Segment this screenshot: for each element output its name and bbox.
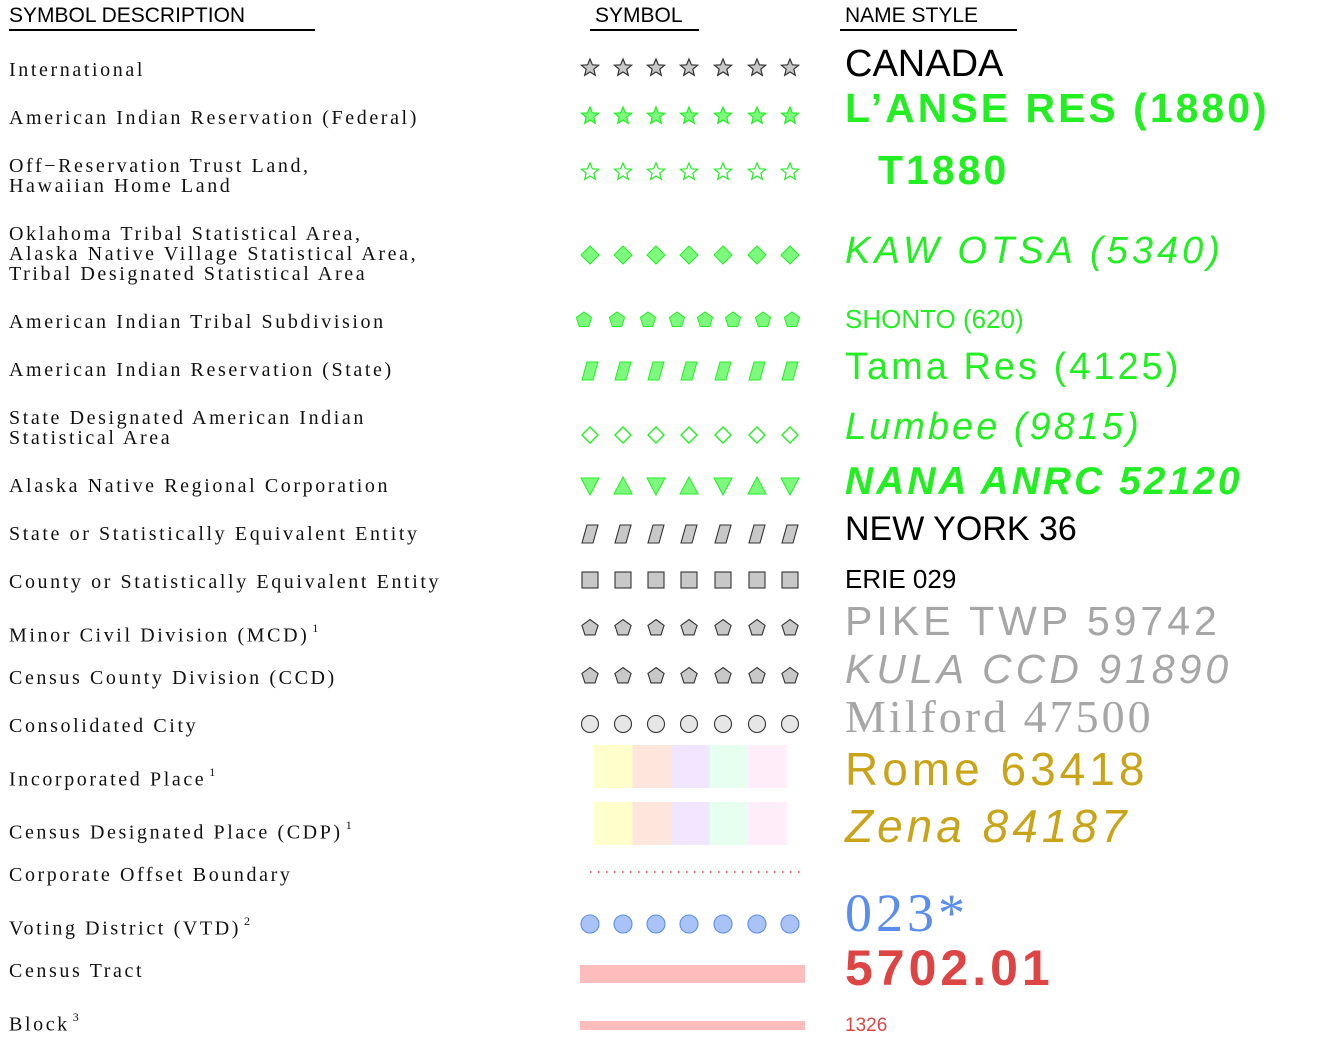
pentagon-icon	[669, 312, 684, 327]
footnote-marker: 3	[72, 1010, 79, 1024]
description-otsa-line3: Tribal Designated Statistical Area	[9, 263, 368, 285]
triangle-icon	[748, 477, 766, 494]
star-icon	[781, 107, 798, 123]
footnote-marker: 1	[345, 818, 352, 832]
pentagon-icon	[681, 620, 697, 635]
symbol-row	[570, 802, 810, 848]
description-ccd: Census County Division (CCD)	[9, 667, 337, 689]
star-icon	[714, 163, 731, 179]
star-icon	[748, 59, 765, 75]
parallelogram-icon	[749, 525, 765, 543]
square-icon	[749, 572, 765, 588]
description-vtd	[9, 913, 250, 939]
name-style-sample: SHONTO (620)	[845, 304, 1024, 334]
description-county: County or Statistically Equivalent Entity	[9, 571, 442, 593]
name-style-sample: CANADA	[845, 43, 1004, 85]
diamond-icon	[582, 427, 598, 443]
symbol-row	[570, 241, 810, 269]
color-swatch	[710, 802, 749, 845]
symbol-row	[570, 472, 810, 500]
symbol-row	[570, 520, 810, 548]
star-icon	[680, 107, 697, 123]
description-international: International	[9, 59, 145, 81]
gray-circle-icon-row	[570, 710, 810, 738]
pentagon-icon	[697, 312, 712, 327]
symbol-row	[570, 745, 810, 791]
description-block	[9, 1009, 79, 1035]
triangle-icon	[781, 478, 799, 495]
header-symbol-description: SYMBOL DESCRIPTION	[9, 4, 246, 27]
green-diamond-icon-row	[570, 241, 810, 269]
star-icon	[714, 107, 731, 123]
description-census-tract: Census Tract	[9, 960, 145, 982]
diamond-icon	[714, 246, 732, 264]
star-icon	[680, 59, 697, 75]
color-swatch	[748, 802, 787, 845]
name-style-sample: KAW OTSA (5340)	[845, 230, 1224, 272]
triangle-icon	[714, 478, 732, 495]
parallelogram-icon	[715, 362, 731, 380]
symbol-row	[570, 566, 810, 594]
star-icon	[614, 163, 631, 179]
bar	[580, 965, 805, 983]
star-icon	[581, 163, 598, 179]
circle-icon	[680, 915, 698, 933]
description-block-text: Block	[9, 1013, 70, 1036]
name-style-sample: T1880	[878, 147, 1010, 193]
red-dotted-line-icon	[570, 862, 810, 882]
pentagon-icon	[715, 668, 731, 683]
name-style-sample: L’ANSE RES (1880)	[845, 85, 1270, 131]
name-style-sample: Milford 47500	[845, 691, 1154, 742]
name-style-sample: Lumbee (9815)	[845, 406, 1142, 448]
color-swatch	[671, 745, 710, 788]
circle-icon	[782, 716, 799, 733]
circle-icon	[715, 716, 732, 733]
diamond-icon	[748, 246, 766, 264]
green-outline-star-icon-row	[570, 158, 810, 186]
description-sdaisa-line2: Statistical Area	[9, 427, 173, 449]
circle-icon	[681, 716, 698, 733]
triangle-icon	[647, 478, 665, 495]
symbol-row	[570, 862, 810, 882]
diamond-icon	[782, 427, 798, 443]
pentagon-icon	[782, 620, 798, 635]
parallelogram-icon	[681, 525, 697, 543]
symbol-row	[570, 54, 810, 82]
circle-icon	[647, 915, 665, 933]
triangle-icon	[581, 478, 599, 495]
description-consolidated-city: Consolidated City	[9, 715, 199, 737]
header-underline	[840, 29, 1017, 31]
pentagon-icon	[715, 620, 731, 635]
description-mcd-text: Minor Civil Division (MCD)	[9, 624, 310, 647]
square-icon	[681, 572, 697, 588]
star-icon	[647, 163, 664, 179]
description-vtd-text: Voting District (VTD)	[9, 917, 241, 940]
footnote-marker: 1	[209, 765, 216, 779]
symbol-row	[570, 614, 810, 642]
circle-icon	[748, 915, 766, 933]
color-swatch	[594, 802, 633, 845]
color-swatch	[594, 745, 633, 788]
description-otsa: Oklahoma Tribal Statistical Area,	[9, 223, 363, 245]
parallelogram-icon	[582, 525, 598, 543]
description-otsa-line2: Alaska Native Village Statistical Area,	[9, 243, 419, 265]
parallelogram-icon	[782, 525, 798, 543]
pentagon-icon	[648, 620, 664, 635]
circle-icon	[781, 915, 799, 933]
square-icon	[615, 572, 631, 588]
diamond-icon	[749, 427, 765, 443]
name-style-sample: 5702.01	[845, 940, 1054, 996]
pentagon-icon	[609, 312, 624, 327]
symbol-row	[570, 960, 810, 988]
star-icon	[647, 59, 664, 75]
gray-pentagon-icon-row	[570, 614, 810, 642]
green-triangle-icon-row	[570, 472, 810, 500]
diamond-icon	[781, 246, 799, 264]
circle-icon	[581, 915, 599, 933]
pentagon-icon	[648, 668, 664, 683]
description-state: State or Statistically Equivalent Entity	[9, 523, 420, 545]
parallelogram-icon	[582, 362, 598, 380]
description-corporate-offset: Corporate Offset Boundary	[9, 864, 293, 886]
blue-circle-icon-row	[570, 910, 810, 938]
pentagon-icon	[749, 668, 765, 683]
triangle-icon	[680, 477, 698, 494]
header-name-style: NAME STYLE	[845, 4, 979, 27]
parallelogram-icon	[681, 362, 697, 380]
pink-thick-bar-icon	[570, 960, 810, 988]
description-air-federal: American Indian Reservation (Federal)	[9, 107, 419, 129]
square-icon	[582, 572, 598, 588]
diamond-icon	[681, 427, 697, 443]
diamond-icon	[680, 246, 698, 264]
symbol-row	[570, 662, 810, 690]
square-icon	[782, 572, 798, 588]
name-style-sample: ERIE 029	[845, 564, 957, 594]
symbol-row	[570, 1016, 810, 1032]
square-icon	[648, 572, 664, 588]
green-star-icon-row	[570, 102, 810, 130]
pink-thin-bar-icon	[570, 1016, 810, 1032]
parallelogram-icon	[615, 525, 631, 543]
header-underline	[590, 29, 699, 31]
star-icon	[581, 107, 598, 123]
description-incorporated-place-text: Incorporated Place	[9, 768, 207, 791]
name-style-sample: 1326	[845, 1015, 888, 1036]
gray-star-icon-row	[570, 54, 810, 82]
description-trust-land-line2: Hawaiian Home Land	[9, 175, 233, 197]
footnote-marker: 2	[244, 914, 250, 928]
green-pentagon-icon-row	[570, 306, 810, 334]
circle-icon	[749, 716, 766, 733]
name-style-sample: NANA ANRC 52120	[845, 460, 1243, 503]
color-swatch	[633, 802, 672, 845]
color-swatch	[710, 745, 749, 788]
parallelogram-icon	[648, 362, 664, 380]
symbol-row	[570, 357, 810, 385]
circle-icon	[615, 716, 632, 733]
star-icon	[680, 163, 697, 179]
parallelogram-icon	[615, 362, 631, 380]
name-style-sample: KULA CCD 91890	[845, 646, 1233, 692]
pentagon-icon	[725, 312, 740, 327]
circle-icon	[582, 716, 599, 733]
symbol-row	[570, 421, 810, 449]
color-swatch	[671, 802, 710, 845]
pentagon-icon	[582, 620, 598, 635]
pentagon-icon	[615, 620, 631, 635]
name-style-sample: Zena 84187	[845, 800, 1131, 852]
color-swatch	[633, 745, 672, 788]
star-icon	[581, 59, 598, 75]
footnote-marker: 1	[312, 621, 319, 635]
symbol-row	[570, 710, 810, 738]
circle-icon	[614, 915, 632, 933]
star-icon	[781, 59, 798, 75]
pentagon-icon	[749, 620, 765, 635]
description-air-state: American Indian Reservation (State)	[9, 359, 394, 381]
pentagon-icon	[755, 312, 770, 327]
name-style-sample: Tama Res (4125)	[845, 346, 1182, 388]
pentagon-icon	[576, 312, 591, 327]
circle-icon	[714, 915, 732, 933]
pastel-swatch-row	[570, 745, 810, 791]
diamond-icon	[614, 246, 632, 264]
parallelogram-icon	[782, 362, 798, 380]
diamond-icon	[615, 427, 631, 443]
description-cdp-text: Census Designated Place (CDP)	[9, 821, 343, 844]
bar	[580, 1021, 805, 1030]
star-icon	[614, 59, 631, 75]
description-trust-land: Off−Reservation Trust Land,	[9, 155, 311, 177]
pentagon-icon	[782, 668, 798, 683]
parallelogram-icon	[749, 362, 765, 380]
pastel-swatch-row	[570, 802, 810, 848]
star-icon	[748, 163, 765, 179]
gray-square-icon-row	[570, 566, 810, 594]
square-icon	[715, 572, 731, 588]
description-tribal-subdivision: American Indian Tribal Subdivision	[9, 311, 386, 333]
name-style-sample: Rome 63418	[845, 743, 1149, 795]
triangle-icon	[614, 477, 632, 494]
pentagon-icon	[784, 312, 799, 327]
star-icon	[781, 163, 798, 179]
star-icon	[748, 107, 765, 123]
diamond-icon	[647, 246, 665, 264]
name-style-sample: NEW YORK 36	[845, 510, 1077, 548]
description-mcd	[9, 620, 318, 646]
description-incorporated-place	[9, 764, 215, 790]
description-anrc: Alaska Native Regional Corporation	[9, 475, 391, 497]
star-icon	[647, 107, 664, 123]
pentagon-icon	[681, 668, 697, 683]
symbol-row	[570, 306, 810, 334]
header-symbol: SYMBOL	[595, 4, 683, 27]
pentagon-icon	[582, 668, 598, 683]
star-icon	[614, 107, 631, 123]
symbol-row	[570, 910, 810, 938]
symbol-row	[570, 102, 810, 130]
gray-parallelogram-icon-row	[570, 520, 810, 548]
name-style-sample: 023*	[845, 883, 969, 943]
description-cdp	[9, 817, 352, 843]
star-icon	[714, 59, 731, 75]
gray-pentagon-icon-row	[570, 662, 810, 690]
diamond-icon	[581, 246, 599, 264]
diamond-icon	[715, 427, 731, 443]
name-style-sample: PIKE TWP 59742	[845, 598, 1221, 644]
circle-icon	[648, 716, 665, 733]
symbol-row	[570, 158, 810, 186]
header-underline	[9, 29, 315, 31]
diamond-icon	[648, 427, 664, 443]
green-parallelogram-icon-row	[570, 357, 810, 385]
green-outline-diamond-icon-row	[570, 421, 810, 449]
parallelogram-icon	[715, 525, 731, 543]
color-swatch	[748, 745, 787, 788]
pentagon-icon	[640, 312, 655, 327]
pentagon-icon	[615, 668, 631, 683]
description-sdaisa: State Designated American Indian	[9, 407, 366, 429]
parallelogram-icon	[648, 525, 664, 543]
